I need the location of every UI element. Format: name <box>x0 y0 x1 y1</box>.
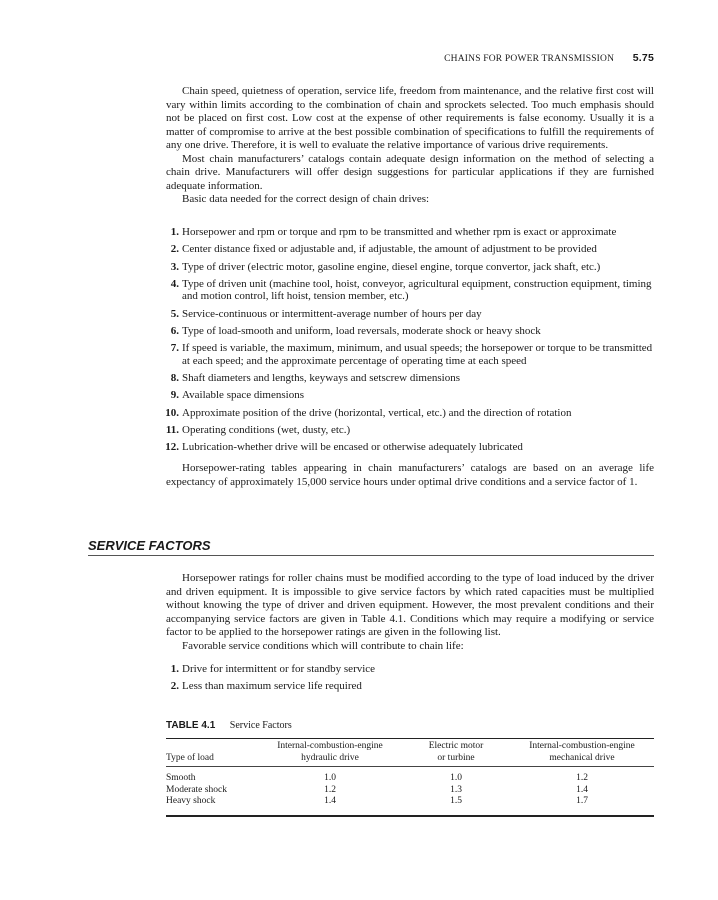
intro-paragraph-3: Basic data needed for the correct design of chain drives: <box>182 193 430 205</box>
favorable-conditions-list <box>166 663 654 693</box>
list-item <box>166 226 654 239</box>
rating-section <box>166 462 654 489</box>
table-cell: 1.2 <box>576 773 588 783</box>
running-header <box>166 52 654 64</box>
intro-paragraph-1: Chain speed, quietness of operation, service life, freedom from maintenance, and the relative first cost will vary within limits according to the combination of chain and sprockets selected. Too much emphasis should not be placed on first cost. Low cost at the expense of other requirements is false economy. Usually it is a matter of compromise to arrive at the best possible combination of specifications to fulfill the requirements of any one drive. Therefore, it is well to evaluate the relative importance of various drive requirements. <box>166 85 654 151</box>
intro-paragraph-2: Most chain manufacturers’ catalogs contain adequate design information on the method of selecting a chain drive. Manufacturers will offer design suggestions for particular applications if they are furnished adequate information. <box>166 152 654 192</box>
list-text: Less than maximum service life required <box>182 680 362 693</box>
list-number: 9. <box>170 389 179 402</box>
list-text: Operating conditions (wet, dusty, etc.) <box>182 423 351 436</box>
table-cell: 1.7 <box>576 796 588 806</box>
list-item <box>166 261 654 274</box>
list-item <box>166 342 654 367</box>
table-cell: 1.3 <box>450 784 462 795</box>
basic-data-list-wrapper <box>166 226 654 459</box>
list-number: 7. <box>170 342 179 355</box>
table-row <box>166 785 654 797</box>
list-text: Type of driver (electric motor, gasoline engine, diesel engine, torque convertor, jack shaft, etc.) <box>182 260 601 273</box>
list-item <box>166 680 654 693</box>
table-cell: 1.0 <box>324 773 336 783</box>
list-number: 3. <box>170 260 179 273</box>
list-item <box>166 243 654 256</box>
table-cell: 1.0 <box>450 773 462 783</box>
list-item <box>166 424 654 437</box>
table-row <box>166 767 654 785</box>
list-number: 11. <box>165 423 179 436</box>
list-item <box>166 389 654 402</box>
list-number: 12. <box>165 441 179 454</box>
column-header-type-of-load: Type of load <box>166 752 214 763</box>
list-text: Shaft diameters and lengths, keyways and setscrew dimensions <box>182 372 460 385</box>
table-cell: 1.4 <box>324 796 336 806</box>
list-text: Available space dimensions <box>182 389 304 402</box>
list-text: Horsepower and rpm or torque and rpm to be transmitted and whether rpm is exact or approximate <box>182 226 617 238</box>
list-text: Type of driven unit (machine tool, hoist, conveyor, agricultural equipment, construction equipment, timing and motion control, lift hoist, tension member, etc.) <box>182 277 652 303</box>
running-title: CHAINS FOR POWER TRANSMISSION <box>444 54 615 64</box>
list-text: If speed is variable, the maximum, minimum, and usual speeds; the horsepower or torque to be transmitted at each speed; and the approximate percentage of operating time at each speed <box>182 342 653 367</box>
list-item <box>166 441 654 454</box>
service-factors-table <box>166 738 654 817</box>
column-header-electric-motor: Electric motor or turbine <box>428 741 484 763</box>
rating-paragraph: Horsepower-rating tables appearing in chain manufacturers’ catalogs are based on an average life expectancy of approximately 15,000 service hours under optimal drive conditions and a service factor of 1. <box>166 462 654 488</box>
list-number: 1. <box>170 663 179 675</box>
table-caption <box>166 720 292 731</box>
favorable-conditions-list-wrapper <box>166 663 654 698</box>
column-header-ice-hydraulic: Internal-combustion-engine hydraulic drive <box>277 741 383 763</box>
list-number: 6. <box>170 324 179 337</box>
list-number: 1. <box>170 226 179 238</box>
table-label: TABLE 4.1 <box>166 720 216 731</box>
list-number: 4. <box>170 277 179 290</box>
page-number: 5.75 <box>632 52 654 64</box>
list-text: Type of load-smooth and uniform, load reversals, moderate shock or heavy shock <box>182 324 541 337</box>
list-text: Center distance fixed or adjustable and, if adjustable, the amount of adjustment to be provided <box>182 243 597 256</box>
list-number: 8. <box>170 372 179 385</box>
table-cell: 1.5 <box>450 796 462 806</box>
list-item <box>166 372 654 385</box>
list-item <box>166 325 654 338</box>
table-cell: Smooth <box>166 773 196 783</box>
intro-section <box>166 85 654 207</box>
list-item <box>166 407 654 420</box>
list-number: 5. <box>170 307 179 320</box>
table-cell: 1.4 <box>576 784 588 795</box>
basic-data-list <box>166 226 654 454</box>
service-factors-section <box>166 572 654 653</box>
list-text: Approximate position of the drive (horizontal, vertical, etc.) and the direction of rotation <box>182 406 572 419</box>
service-factors-paragraph-1: Horsepower ratings for roller chains must be modified according to the type of load induced by the driver and driven equipment. It is impossible to give service factors by which rated capacities must be multiplied without knowing the type of driver and driven equipment. However, the most prevalent conditions and their accompanying service factors are given in Table 4.1. Conditions which may require a modifying or service factor to be applied to the horsepower ratings are given in the following list. <box>166 572 654 638</box>
column-header-ice-mechanical: Internal-combustion-engine mechanical drive <box>529 741 635 763</box>
service-factors-paragraph-2: Favorable service conditions which will contribute to chain life: <box>182 639 464 652</box>
section-heading-service-factors: SERVICE FACTORS <box>88 538 654 556</box>
table-cell: Moderate shock <box>166 784 227 795</box>
list-text: Service-continuous or intermittent-average number of hours per day <box>182 307 482 320</box>
table-caption-text: Service Factors <box>229 720 292 731</box>
list-item <box>166 308 654 321</box>
table-cell: 1.2 <box>324 784 336 795</box>
list-text: Drive for intermittent or for standby service <box>182 663 376 675</box>
list-number: 2. <box>170 680 179 693</box>
table-header-row <box>166 739 654 767</box>
list-item <box>166 663 654 676</box>
list-number: 2. <box>170 243 179 256</box>
list-number: 10. <box>165 406 179 419</box>
list-text: Lubrication-whether drive will be encased or otherwise adequately lubricated <box>182 441 523 454</box>
table-cell: Heavy shock <box>166 796 216 806</box>
table-row <box>166 796 654 816</box>
list-item <box>166 278 654 303</box>
